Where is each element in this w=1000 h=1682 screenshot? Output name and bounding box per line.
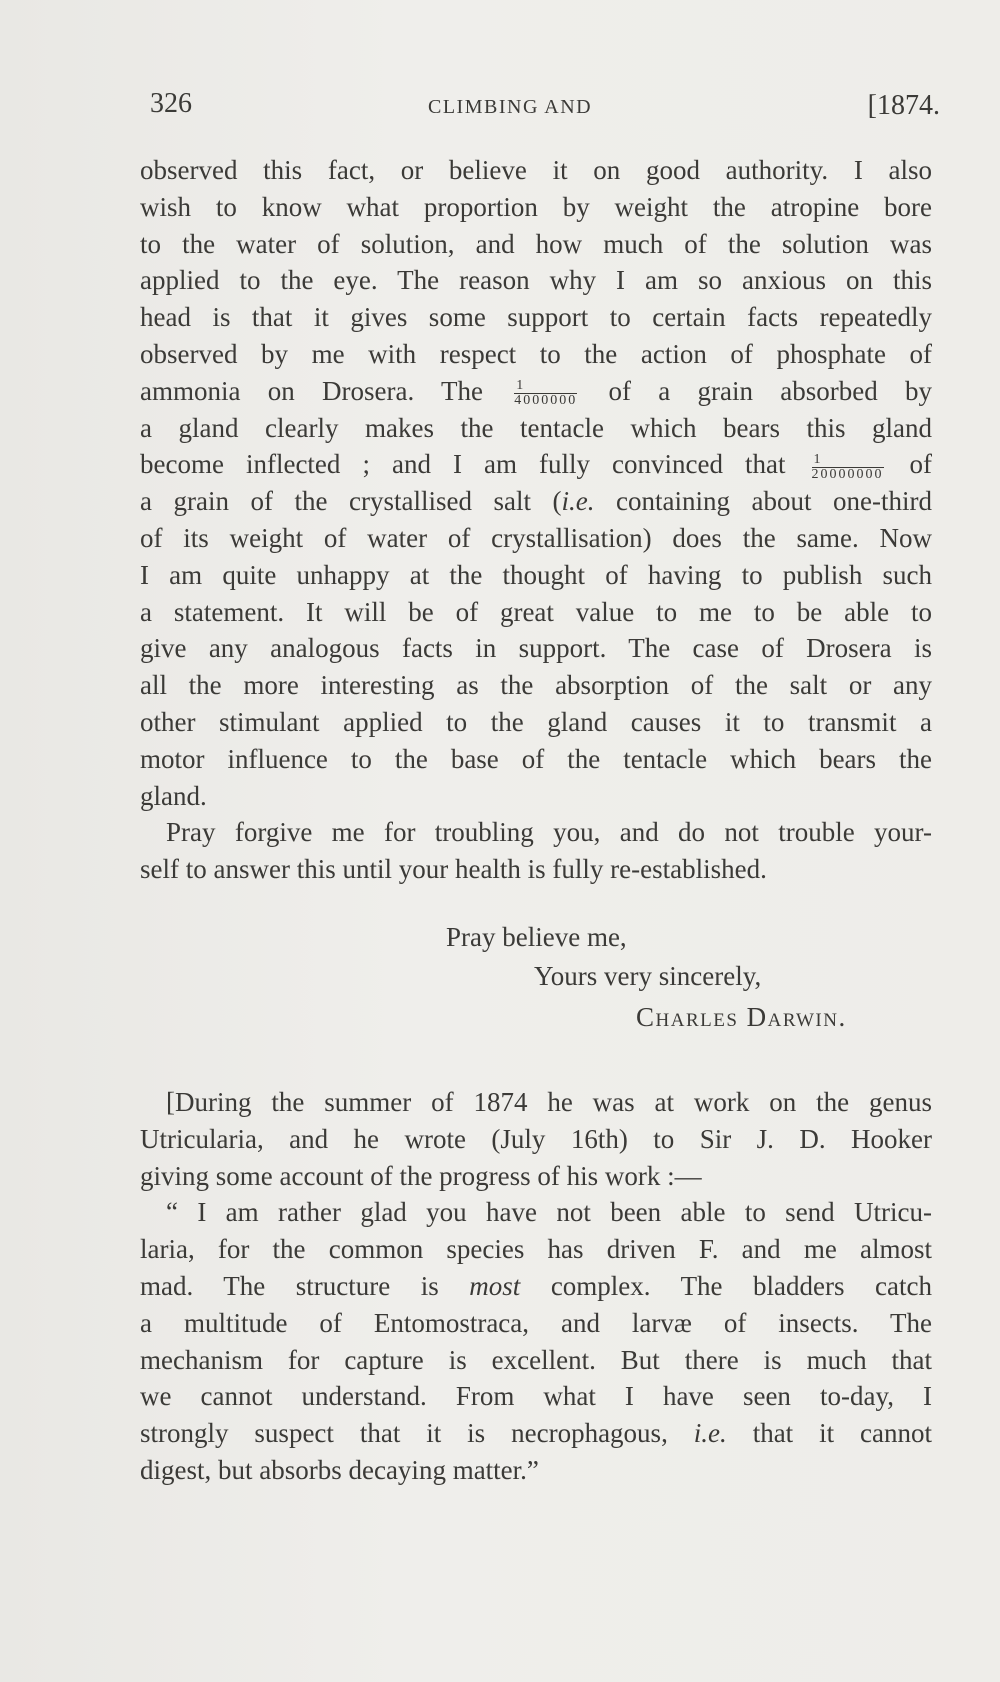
narrative-body <box>140 1084 932 1489</box>
running-head <box>150 88 940 128</box>
text-line: I am quite unhappy at the thought of having to publish such <box>140 559 932 590</box>
text-segment: mad. The structure is <box>140 1270 439 1301</box>
letter-valediction: Yours very sincerely, <box>534 961 762 991</box>
running-title: CLIMBING AND <box>428 96 593 118</box>
text-line: give any analogous facts in support. The case of Drosera is <box>140 633 932 664</box>
text-line <box>140 1415 932 1452</box>
text-segment: strongly suspect that it is necrophagous, <box>140 1418 668 1449</box>
text-segment: a grain of the crystallised salt ( <box>140 486 562 517</box>
text-segment: ammonia on Drosera. The <box>140 375 483 406</box>
text-segment: containing about one-third <box>594 486 932 517</box>
text-line: motor influence to the base of the tentacle which bears the <box>140 743 932 774</box>
text-line: giving some account of the progress of his work :— <box>140 1160 702 1191</box>
fraction-numerator: 1 <box>514 379 577 394</box>
text-line: a gland clearly makes the tentacle which bears this gland <box>140 412 932 443</box>
italic-abbreviation: i.e. <box>693 1418 727 1449</box>
letter-closing: Pray believe me, <box>446 922 627 952</box>
text-line: we cannot understand. From what I have seen to-day, I <box>140 1381 932 1412</box>
italic-abbreviation: i.e. <box>561 486 595 517</box>
italic-emphasis: most <box>469 1270 521 1301</box>
fraction-numerator: 1 <box>812 453 884 468</box>
fraction-denominator: 4000000 <box>514 393 578 409</box>
text-line: observed this fact, or believe it on good authority. I also <box>140 155 932 185</box>
text-line: gland. <box>140 780 207 811</box>
text-segment: complex. The bladders catch <box>520 1270 932 1301</box>
text-line: of its weight of water of crystallisation) does the same. Now <box>140 522 932 553</box>
fraction-denominator: 20000000 <box>811 466 884 482</box>
text-line: digest, but absorbs decaying matter.” <box>140 1454 539 1485</box>
text-line: observed by me with respect to the action of phosphate of <box>140 338 932 369</box>
text-line: all the more interesting as the absorption of the salt or any <box>140 670 932 701</box>
text-line: applied to the eye. The reason why I am so anxious on this <box>140 265 932 296</box>
page-number: 326 <box>150 88 192 119</box>
text-segment: that it cannot <box>726 1418 933 1449</box>
text-line: Pray forgive me for troubling you, and do not trouble your- <box>166 817 932 848</box>
text-line: laria, for the common species has driven F. and me almost <box>140 1234 932 1265</box>
text-line: to the water of solution, and how much of the solution was <box>140 228 932 259</box>
text-line: head is that it gives some support to certain facts repeatedly <box>140 302 932 333</box>
text-line: wish to know what proportion by weight the atropine bore <box>140 191 932 222</box>
text-segment: of <box>909 449 933 480</box>
text-line: a multitude of Entomostraca, and larvæ of insects. The <box>140 1307 932 1338</box>
text-line: [During the summer of 1874 he was at work on the genus <box>166 1087 932 1117</box>
text-segment: of a grain absorbed by <box>608 375 933 406</box>
fraction-one-twenty-millionth <box>812 453 884 482</box>
fraction-one-four-millionth <box>514 379 577 408</box>
text-line: Utricularia, and he wrote (July 16th) to Sir J. D. Hooker <box>140 1123 932 1154</box>
text-line <box>140 373 932 410</box>
text-line <box>140 483 932 520</box>
text-line: a statement. It will be of great value to me to be able to <box>140 596 932 627</box>
text-line <box>140 1268 932 1305</box>
text-segment: become inflected ; and I am fully convinced that <box>140 449 786 480</box>
letter-signature: Charles Darwin. <box>636 1002 847 1032</box>
text-line <box>140 446 932 483</box>
letter-body <box>140 152 932 888</box>
text-line: other stimulant applied to the gland causes it to transmit a <box>140 706 932 737</box>
running-year: [1874. <box>867 90 940 121</box>
text-line: “ I am rather glad you have not been able to send Utricu- <box>166 1197 932 1228</box>
text-line: mechanism for capture is excellent. But there is much that <box>140 1344 932 1375</box>
text-line: self to answer this until your health is fully re-established. <box>140 854 767 885</box>
